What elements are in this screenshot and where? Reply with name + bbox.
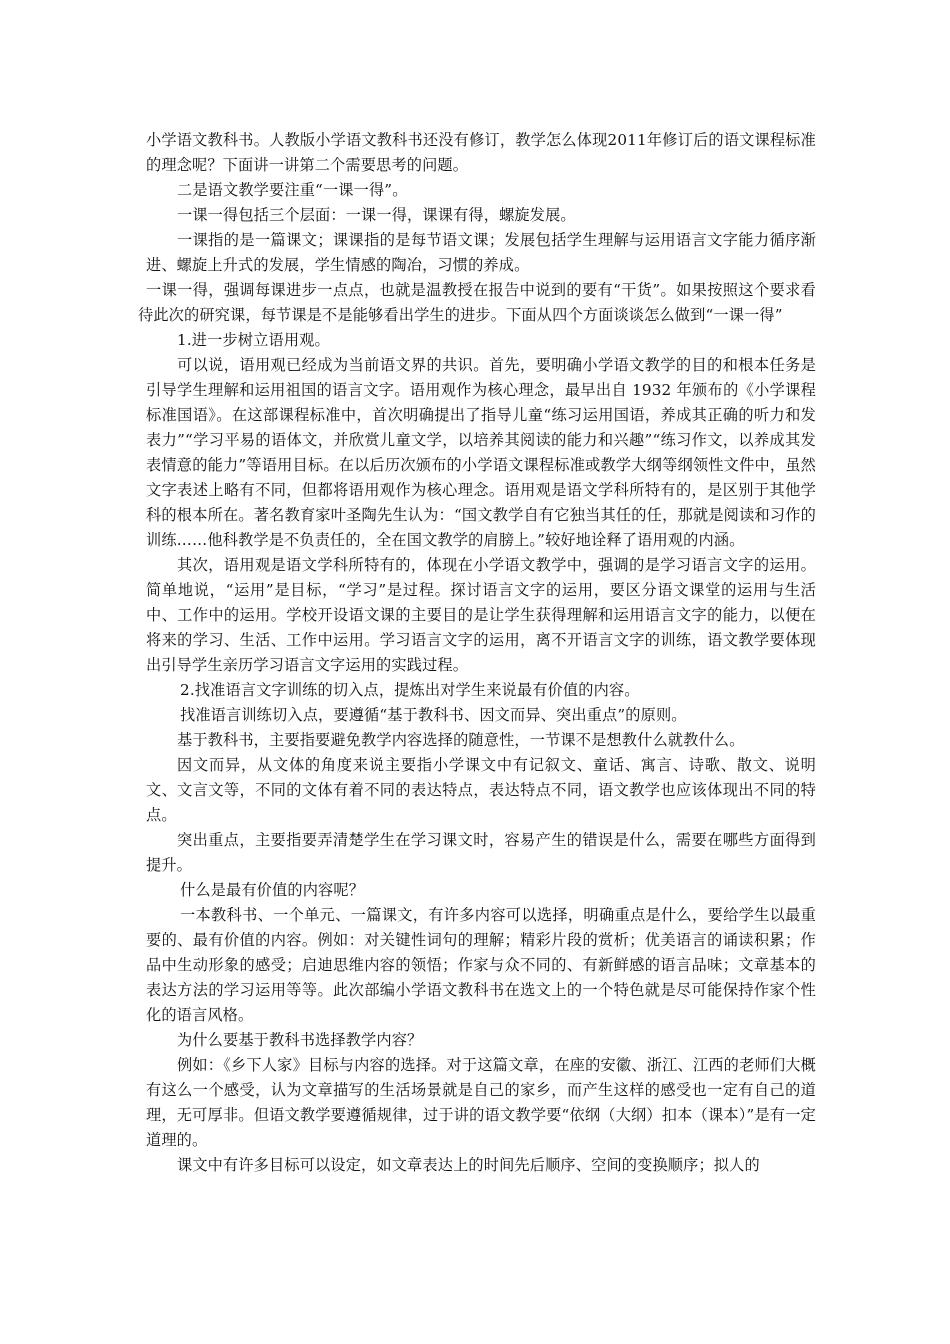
paragraph: 找准语言训练切入点，要遵循“基于教科书、因文而异、突出重点”的原则。 — [180, 706, 687, 724]
paragraph: 二是语文教学要注重“一课一得”。 — [177, 181, 408, 199]
paragraph: 因文而异，从文体的角度来说主要指小学课文中有记叙文、童话、寓言、诗歌、散文、说明文、文言文等，不同的文体有着不同的表达特点，表达特点不同，语文教学也应该体现出不同的特点。 — [146, 756, 816, 824]
paragraph: 基于教科书，主要指要避免教学内容选择的随意性，一节课不是想教什么就教什么。 — [177, 731, 745, 749]
paragraph: 2.找准语言文字训练的切入点，提炼出对学生来说最有价值的内容。 — [180, 681, 640, 699]
paragraph: 小学语文教科书。人教版小学语文教科书还没有修订，教学怎么体现2011年修订后的语文课程标准的理念呢？下面讲一讲第二个需要思考的问题。 — [146, 131, 816, 174]
paragraph: 一课一得包括三个层面：一课一得，课课有得，螺旋发展。 — [177, 206, 576, 224]
paragraph: 一课一得，强调每课进步一点点，也就是温教授在报告中说到的要有“干货”。如果按照这个要求看待此次的研究课，每节课是不是能够看出学生的进步。下面从四个方面谈谈怎么做到“一课一得” — [138, 281, 816, 324]
paragraph: 一课指的是一篇课文；课课指的是每节语文课；发展包括学生理解与运用语言文字能力循序渐进、螺旋上升式的发展，学生情感的陶冶，习惯的养成。 — [146, 231, 816, 274]
paragraph: 突出重点，主要指要弄清楚学生在学习课文时，容易产生的错误是什么，需要在哪些方面得到提升。 — [146, 831, 816, 874]
paragraph: 什么是最有价值的内容呢？ — [180, 881, 365, 899]
paragraph: 为什么要基于教科书选择教学内容？ — [177, 1031, 423, 1049]
paragraph: 例如：《乡下人家》目标与内容的选择。对于这篇文章，在座的安徽、浙江、江西的老师们大概有这么一个感受，认为文章描写的生活场景就是自己的家乡，而产生这样的感受也一定有自己的道理，无可厚非。但语文教学要遵循规律，过于讲的语文教学要“依纲（大纲）扣本（课本）”是有一定道理的。 — [146, 1056, 816, 1149]
paragraph: 课文中有许多目标可以设定，如文章表达上的时间先后顺序、空间的变换顺序；拟人的 — [177, 1156, 760, 1174]
paragraph: 可以说，语用观已经成为当前语文界的共识。首先，要明确小学语文教学的目的和根本任务是引导学生理解和运用祖国的语言文字。语用观作为核心理念，最早出自 1932 年颁布的《小学课程标准国语》。在这部课程标准中，首次明确提出了指导儿童“练习运用国语，养成其正确的听力和发表力”“学习平易的语体文，并欣赏儿童文学，以培养其阅读的能力和兴趣”“练习作文，以养成其发表情意的能力”等语用目标。在以后历次颁布的小学语文课程标准或教学大纲等纲领性文件中，虽然文字表述上略有不同，但都将语用观作为核心理念。语用观是语文学科所特有的，是区别于其他学科的根本所在。著名教育家叶圣陶先生认为：“国文教学自有它独当其任的任，那就是阅读和习作的训练……他科教学是不负责任的，全在国文教学的肩膀上。”较好地诠释了语用观的内涵。 — [146, 356, 816, 549]
document-body — [138, 128, 816, 1178]
paragraph: 一本教科书、一个单元、一篇课文，有许多内容可以选择，明确重点是什么，要给学生以最重要的、最有价值的内容。例如：对关键性词句的理解；精彩片段的赏析；优美语言的诵读积累；作品中生动形象的感受；启迪思维内容的领悟；作家与众不同的、有新鲜感的语言品味；文章基本的表达方法的学习运用等等。此次部编小学语文教科书在选文上的一个特色就是尽可能保持作家个性化的语言风格。 — [146, 906, 816, 1024]
paragraph: 其次，语用观是语文学科所特有的，体现在小学语文教学中，强调的是学习语言文字的运用。简单地说，“运用”是目标，“学习”是过程。探讨语言文字的运用，要区分语文课堂的运用与生活中、工作中的运用。学校开设语文课的主要目的是让学生获得理解和运用语言文字的能力，以便在将来的学习、生活、工作中运用。学习语言文字的运用，离不开语言文字的训练，语文教学要体现出引导学生亲历学习语言文字运用的实践过程。 — [146, 556, 816, 674]
paragraph: 1.进一步树立语用观。 — [177, 331, 330, 349]
